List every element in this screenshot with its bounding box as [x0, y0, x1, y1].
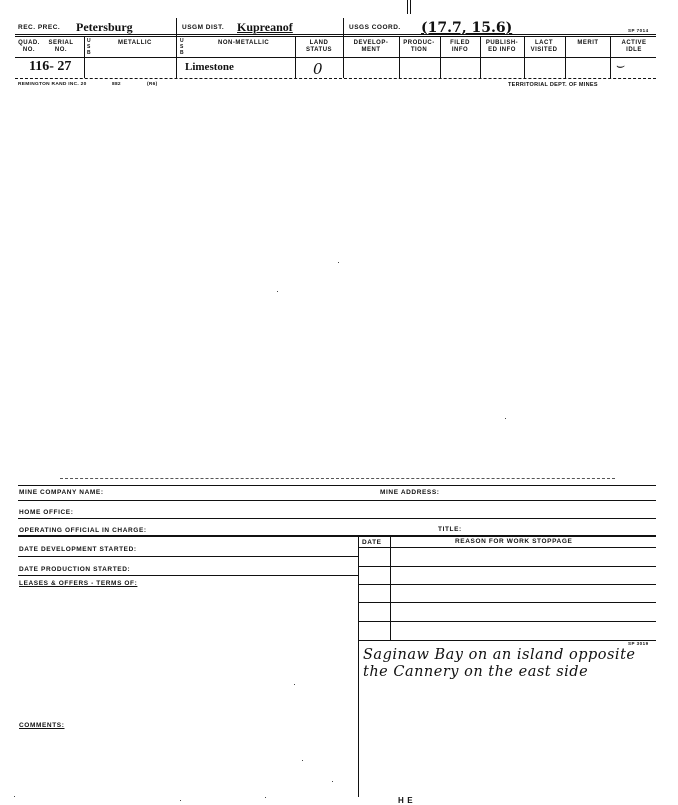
- speck: [338, 262, 339, 263]
- land-status-value: 0: [313, 60, 324, 78]
- divider: [358, 535, 359, 797]
- col-production: PRODUC- TION: [403, 40, 435, 53]
- mine-address-label: MINE ADDRESS:: [380, 489, 440, 496]
- divider: [176, 18, 177, 78]
- rule: [18, 556, 358, 557]
- handwritten-line-1: Saginaw Bay on an island opposite: [363, 647, 636, 663]
- usgm-dist-label: USGM DIST.: [182, 24, 225, 31]
- form-top-rule: [60, 478, 615, 479]
- rec-prec-label: REC. PREC.: [18, 24, 61, 31]
- col-published-info: PUBLISH- ED INFO: [485, 40, 519, 53]
- speck: [302, 760, 303, 761]
- mine-company-name-label: MINE COMPANY NAME:: [19, 489, 104, 496]
- bottom-mark: H E: [398, 796, 414, 805]
- col-quad-no: QUAD. NO.: [18, 40, 40, 53]
- column-header-line: [15, 57, 656, 58]
- rule: [358, 621, 656, 622]
- active-idle-mark: ⌣: [615, 58, 625, 74]
- rule: [18, 535, 656, 537]
- small-form-number: SP 3019: [628, 641, 649, 646]
- header-line: [15, 34, 656, 35]
- form-number: SP 7014: [628, 28, 649, 33]
- speck: [332, 781, 333, 782]
- usgs-coord-value: (17.7, 15.6): [421, 20, 513, 36]
- col-development: DEVELOP- MENT: [353, 40, 389, 53]
- rule: [358, 547, 656, 548]
- rule: [358, 566, 656, 567]
- speck: [294, 684, 295, 685]
- handwritten-line-2: the Cannery on the east side: [363, 664, 589, 680]
- speck: [14, 796, 15, 797]
- speck: [505, 418, 506, 419]
- non-metallic-value: Limestone: [185, 61, 234, 73]
- rule: [358, 602, 656, 603]
- comments-label: COMMENTS:: [19, 722, 65, 729]
- top-stub-line-2: [410, 0, 411, 14]
- col-non-metallic: NON-METALLIC: [218, 40, 270, 46]
- date-label: DATE: [362, 539, 382, 546]
- top-stub-line: [407, 0, 408, 14]
- col-metallic: METALLIC: [118, 40, 152, 46]
- col-filed-info: FILED INFO: [450, 40, 470, 53]
- divider: [390, 535, 391, 640]
- speck: [277, 291, 278, 292]
- col-last-visited: LACT VISITED: [530, 40, 558, 53]
- form-top-rule-2: [18, 485, 656, 486]
- record-bottom-line: [15, 78, 656, 79]
- reason-stoppage-label: REASON FOR WORK STOPPAGE: [455, 538, 573, 545]
- speck: [180, 800, 181, 801]
- home-office-label: HOME OFFICE:: [19, 509, 74, 516]
- operating-official-label: OPERATING OFFICIAL IN CHARGE:: [19, 527, 147, 534]
- code-2: (R6): [147, 82, 158, 87]
- divider: [343, 18, 344, 78]
- col-usb-marks-left: U S B: [87, 38, 92, 56]
- code-1: 882: [112, 82, 121, 87]
- usgs-coord-label: USGS COORD.: [349, 24, 401, 31]
- rule: [358, 584, 656, 585]
- usgm-dist-value: Kupreanof: [237, 20, 293, 34]
- col-merit: MERIT: [577, 40, 599, 46]
- leases-offers-label: LEASES & OFFERS - TERMS OF:: [19, 580, 138, 587]
- rule: [18, 518, 656, 519]
- rec-prec-value: Petersburg: [76, 20, 133, 34]
- rule: [358, 640, 656, 641]
- dept-mark: TERRITORIAL DEPT. OF MINES: [508, 82, 598, 88]
- quad-serial-value: 116- 27: [29, 59, 72, 74]
- col-serial-no: SERIAL NO.: [48, 40, 74, 53]
- printer-mark: REMINGTON RAND INC. 20: [18, 82, 87, 87]
- date-production-label: DATE PRODUCTION STARTED:: [19, 566, 131, 573]
- col-usb-marks-right: U S B: [180, 38, 185, 56]
- speck: [265, 797, 266, 798]
- title-label: TITLE:: [438, 526, 462, 533]
- col-active-idle: ACTIVE IDLE: [621, 40, 647, 53]
- header-line-2: [15, 36, 656, 37]
- date-development-label: DATE DEVELOPMENT STARTED:: [19, 546, 137, 553]
- rule: [18, 500, 656, 501]
- rule: [18, 575, 358, 576]
- col-land-status: LAND STATUS: [305, 40, 333, 53]
